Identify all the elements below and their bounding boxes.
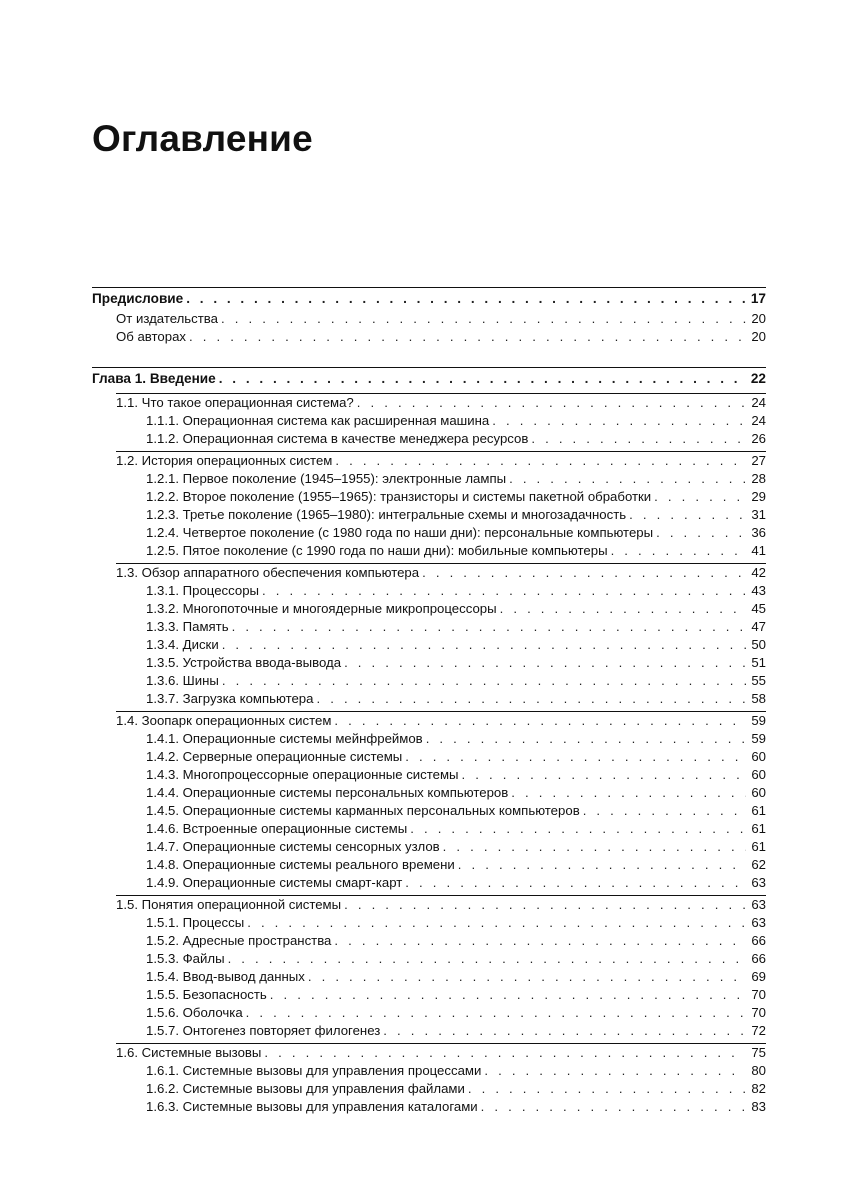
dot-leader — [383, 1022, 746, 1040]
dot-leader — [334, 932, 746, 950]
toc-page-number: 20 — [751, 329, 766, 344]
toc-entry-label: 1.5.2. Адресные пространства — [146, 933, 332, 948]
toc-entry-label: 1.5.3. Файлы — [146, 951, 225, 966]
dot-leader — [443, 838, 746, 856]
dot-leader — [611, 542, 746, 560]
toc-entry-label: 1.4.7. Операционные системы сенсорных узлов — [146, 839, 440, 854]
dot-leader — [462, 766, 746, 784]
dot-leader — [262, 582, 746, 600]
toc-page-number: 17 — [750, 291, 766, 306]
dot-leader — [357, 394, 746, 412]
toc-entry-label: 1.5. Понятия операционной системы — [116, 897, 342, 912]
toc-page-number: 59 — [751, 731, 766, 746]
toc-entry-preface[interactable] — [92, 288, 766, 310]
dot-leader — [654, 488, 746, 506]
toc-entry-label: 1.3.2. Многопоточные и многоядерные микропроцессоры — [146, 601, 497, 616]
toc-page-number: 26 — [751, 431, 766, 446]
toc-page-number: 51 — [751, 655, 766, 670]
toc-entry-chapter-1[interactable] — [92, 368, 766, 390]
toc-entry-label: 1.6. Системные вызовы — [116, 1045, 262, 1060]
toc-page-number: 80 — [751, 1063, 766, 1078]
toc-page-number: 24 — [751, 413, 766, 428]
toc-page-number: 60 — [751, 749, 766, 764]
toc-entry-label: 1.5.6. Оболочка — [146, 1005, 243, 1020]
dot-leader — [186, 288, 746, 310]
toc-entry-label: 1.4.2. Серверные операционные системы — [146, 749, 403, 764]
toc-entry-label: 1.3.3. Память — [146, 619, 229, 634]
toc-entry-subsection[interactable] — [92, 654, 766, 672]
dot-leader — [344, 654, 746, 672]
toc-entry-subsection[interactable] — [92, 968, 766, 986]
toc-entry-label: 1.3.1. Процессоры — [146, 583, 260, 598]
toc-page-number: 20 — [751, 311, 766, 326]
toc-entry-label: 1.2.3. Третье поколение (1965–1980): интегральные схемы и многозадачность — [146, 507, 627, 522]
dot-leader — [247, 914, 746, 932]
toc-page-number: 36 — [751, 525, 766, 540]
dot-leader — [410, 820, 746, 838]
toc-entry-label: 1.5.7. Онтогенез повторяет филогенез — [146, 1023, 381, 1038]
toc-page-number: 83 — [751, 1099, 766, 1114]
toc-entry-section[interactable] — [92, 452, 766, 470]
toc-entry-label: От издательства — [116, 311, 219, 326]
dot-leader — [189, 328, 746, 346]
toc-page-number: 60 — [751, 785, 766, 800]
toc-entry-subsection[interactable] — [92, 672, 766, 690]
dot-leader — [481, 1098, 746, 1116]
toc-entry-label: 1.6.1. Системные вызовы для управления процессами — [146, 1063, 482, 1078]
toc-entry-label: 1.1.2. Операционная система в качестве менеджера ресурсов — [146, 431, 529, 446]
toc-entry-label: 1.6.2. Системные вызовы для управления файлами — [146, 1081, 465, 1096]
toc-entry-label: 1.4.8. Операционные системы реального времени — [146, 857, 455, 872]
toc-entry-section[interactable] — [92, 1044, 766, 1062]
toc-entry-section[interactable] — [92, 896, 766, 914]
toc-entry-subsection[interactable] — [92, 802, 766, 820]
toc-entry-label: 1.2.5. Пятое поколение (с 1990 года по наши дни): мобильные компьютеры — [146, 543, 608, 558]
toc-entry-section[interactable] — [92, 394, 766, 412]
toc-entry-subsection[interactable] — [92, 874, 766, 892]
toc-entry[interactable] — [92, 310, 766, 328]
toc-entry-subsection[interactable] — [92, 1098, 766, 1116]
toc-entry-subsection[interactable] — [92, 600, 766, 618]
toc-entry-label: 1.5.4. Ввод-вывод данных — [146, 969, 305, 984]
dot-leader — [629, 506, 746, 524]
toc-page-number: 63 — [751, 875, 766, 890]
toc-entry-subsection[interactable] — [92, 766, 766, 784]
toc-entry-label: 1.4.3. Многопроцессорные операционные системы — [146, 767, 459, 782]
toc-entry-subsection[interactable] — [92, 748, 766, 766]
toc-page-number: 82 — [751, 1081, 766, 1096]
toc-entry-label: 1.2.4. Четвертое поколение (с 1980 года по наши дни): персональные компьютеры — [146, 525, 654, 540]
toc-page-number: 45 — [751, 601, 766, 616]
toc-page-number: 27 — [751, 453, 766, 468]
toc-page-number: 28 — [751, 471, 766, 486]
toc-entry-label: 1.3.5. Устройства ввода-вывода — [146, 655, 342, 670]
toc-page-number: 31 — [751, 507, 766, 522]
toc-page-number: 66 — [751, 933, 766, 948]
toc-entry-subsection[interactable] — [92, 412, 766, 430]
dot-leader — [232, 618, 746, 636]
toc-page-number: 43 — [751, 583, 766, 598]
dot-leader — [531, 430, 746, 448]
toc-entry-subsection[interactable] — [92, 932, 766, 950]
toc-entry-label: Предисловие — [92, 291, 184, 306]
toc-entry-label: 1.2.2. Второе поколение (1955–1965): транзисторы и системы пакетной обработки — [146, 489, 652, 504]
toc-page-number: 63 — [751, 897, 766, 912]
toc-entry-subsection[interactable] — [92, 618, 766, 636]
toc-page-number: 72 — [751, 1023, 766, 1038]
toc-page-number: 50 — [751, 637, 766, 652]
toc-entry-subsection[interactable] — [92, 856, 766, 874]
toc-page-number: 22 — [750, 371, 766, 386]
dot-leader — [264, 1044, 746, 1062]
toc-entry-subsection[interactable] — [92, 470, 766, 488]
toc-entry-subsection[interactable] — [92, 1062, 766, 1080]
dot-leader — [509, 470, 746, 488]
toc-page-number: 58 — [751, 691, 766, 706]
dot-leader — [426, 730, 746, 748]
toc-page-number: 60 — [751, 767, 766, 782]
toc-page-number: 41 — [751, 543, 766, 558]
toc-entry-subsection[interactable] — [92, 636, 766, 654]
toc-entry-subsection[interactable] — [92, 914, 766, 932]
chapter-sections — [92, 393, 766, 1116]
toc-entry-subsection[interactable] — [92, 986, 766, 1004]
toc-entry-label: 1.6.3. Системные вызовы для управления каталогами — [146, 1099, 478, 1114]
dot-leader — [228, 950, 746, 968]
toc-page-number: 61 — [751, 803, 766, 818]
dot-leader — [500, 600, 746, 618]
toc-entry-label: 1.4. Зоопарк операционных систем — [116, 713, 332, 728]
dot-leader — [334, 712, 746, 730]
toc-entry-label: Об авторах — [116, 329, 187, 344]
dot-leader — [468, 1080, 746, 1098]
toc-entry-subsection[interactable] — [92, 542, 766, 560]
toc-page-number: 61 — [751, 821, 766, 836]
dot-leader — [405, 874, 746, 892]
dot-leader — [344, 896, 746, 914]
toc-entry-subsection[interactable] — [92, 582, 766, 600]
toc-page-number: 59 — [751, 713, 766, 728]
toc-entry-label: 1.2.1. Первое поколение (1945–1955): электронные лампы — [146, 471, 507, 486]
toc-entry-section[interactable] — [92, 564, 766, 582]
toc-entry[interactable] — [92, 328, 766, 346]
dot-leader — [583, 802, 746, 820]
dot-leader — [219, 368, 746, 390]
toc-entry-label: 1.1. Что такое операционная система? — [116, 395, 354, 410]
toc-page-number: 47 — [751, 619, 766, 634]
toc-entry-label: 1.4.5. Операционные системы карманных персональных компьютеров — [146, 803, 580, 818]
toc-entry-label: 1.3. Обзор аппаратного обеспечения компьютера — [116, 565, 420, 580]
toc-page-number: 29 — [751, 489, 766, 504]
dot-leader — [484, 1062, 746, 1080]
toc-entry-label: 1.1.1. Операционная система как расширенная машина — [146, 413, 490, 428]
toc-entry-subsection[interactable] — [92, 730, 766, 748]
toc-entry-subsection[interactable] — [92, 838, 766, 856]
dot-leader — [656, 524, 746, 542]
table-of-contents — [92, 284, 766, 1116]
dot-leader — [405, 748, 746, 766]
toc-entry-subsection[interactable] — [92, 820, 766, 838]
toc-page-number: 75 — [751, 1045, 766, 1060]
dot-leader — [335, 452, 746, 470]
dot-leader — [222, 636, 746, 654]
dot-leader — [246, 1004, 746, 1022]
dot-leader — [308, 968, 746, 986]
dot-leader — [511, 784, 746, 802]
toc-page-number: 55 — [751, 673, 766, 688]
toc-entry-subsection[interactable] — [92, 506, 766, 524]
toc-entry-label: 1.2. История операционных систем — [116, 453, 333, 468]
toc-entry-subsection[interactable] — [92, 950, 766, 968]
toc-entry-label: 1.4.6. Встроенные операционные системы — [146, 821, 408, 836]
toc-page-number: 70 — [751, 1005, 766, 1020]
toc-entry-label: 1.5.1. Процессы — [146, 915, 245, 930]
toc-entry-subsection[interactable] — [92, 524, 766, 542]
toc-entry-label: 1.4.9. Операционные системы смарт-карт — [146, 875, 403, 890]
toc-page-number: 70 — [751, 987, 766, 1002]
toc-page-number: 24 — [751, 395, 766, 410]
toc-page-number: 61 — [751, 839, 766, 854]
dot-leader — [492, 412, 746, 430]
dot-leader — [316, 690, 746, 708]
toc-entry-subsection[interactable] — [92, 430, 766, 448]
toc-page-number: 66 — [751, 951, 766, 966]
toc-page-number: 69 — [751, 969, 766, 984]
toc-entry-label: 1.3.4. Диски — [146, 637, 219, 652]
page-title: Оглавление — [92, 118, 313, 159]
dot-leader — [222, 672, 746, 690]
toc-entry-subsection[interactable] — [92, 488, 766, 506]
toc-entry-label: 1.3.7. Загрузка компьютера — [146, 691, 314, 706]
toc-entry-label: Глава 1. Введение — [92, 371, 216, 386]
dot-leader — [270, 986, 746, 1004]
toc-entry-subsection[interactable] — [92, 1022, 766, 1040]
toc-entry-label: 1.3.6. Шины — [146, 673, 219, 688]
toc-entry-subsection[interactable] — [92, 1004, 766, 1022]
toc-entry-subsection[interactable] — [92, 784, 766, 802]
toc-entry-subsection[interactable] — [92, 1080, 766, 1098]
toc-page-number: 42 — [751, 565, 766, 580]
toc-entry-section[interactable] — [92, 712, 766, 730]
toc-entry-label: 1.5.5. Безопасность — [146, 987, 267, 1002]
dot-leader — [422, 564, 746, 582]
toc-page-number: 62 — [751, 857, 766, 872]
dot-leader — [221, 310, 746, 328]
toc-entry-subsection[interactable] — [92, 690, 766, 708]
toc-entry-label: 1.4.4. Операционные системы персональных компьютеров — [146, 785, 509, 800]
toc-page-number: 63 — [751, 915, 766, 930]
dot-leader — [458, 856, 746, 874]
toc-entry-label: 1.4.1. Операционные системы мейнфреймов — [146, 731, 423, 746]
